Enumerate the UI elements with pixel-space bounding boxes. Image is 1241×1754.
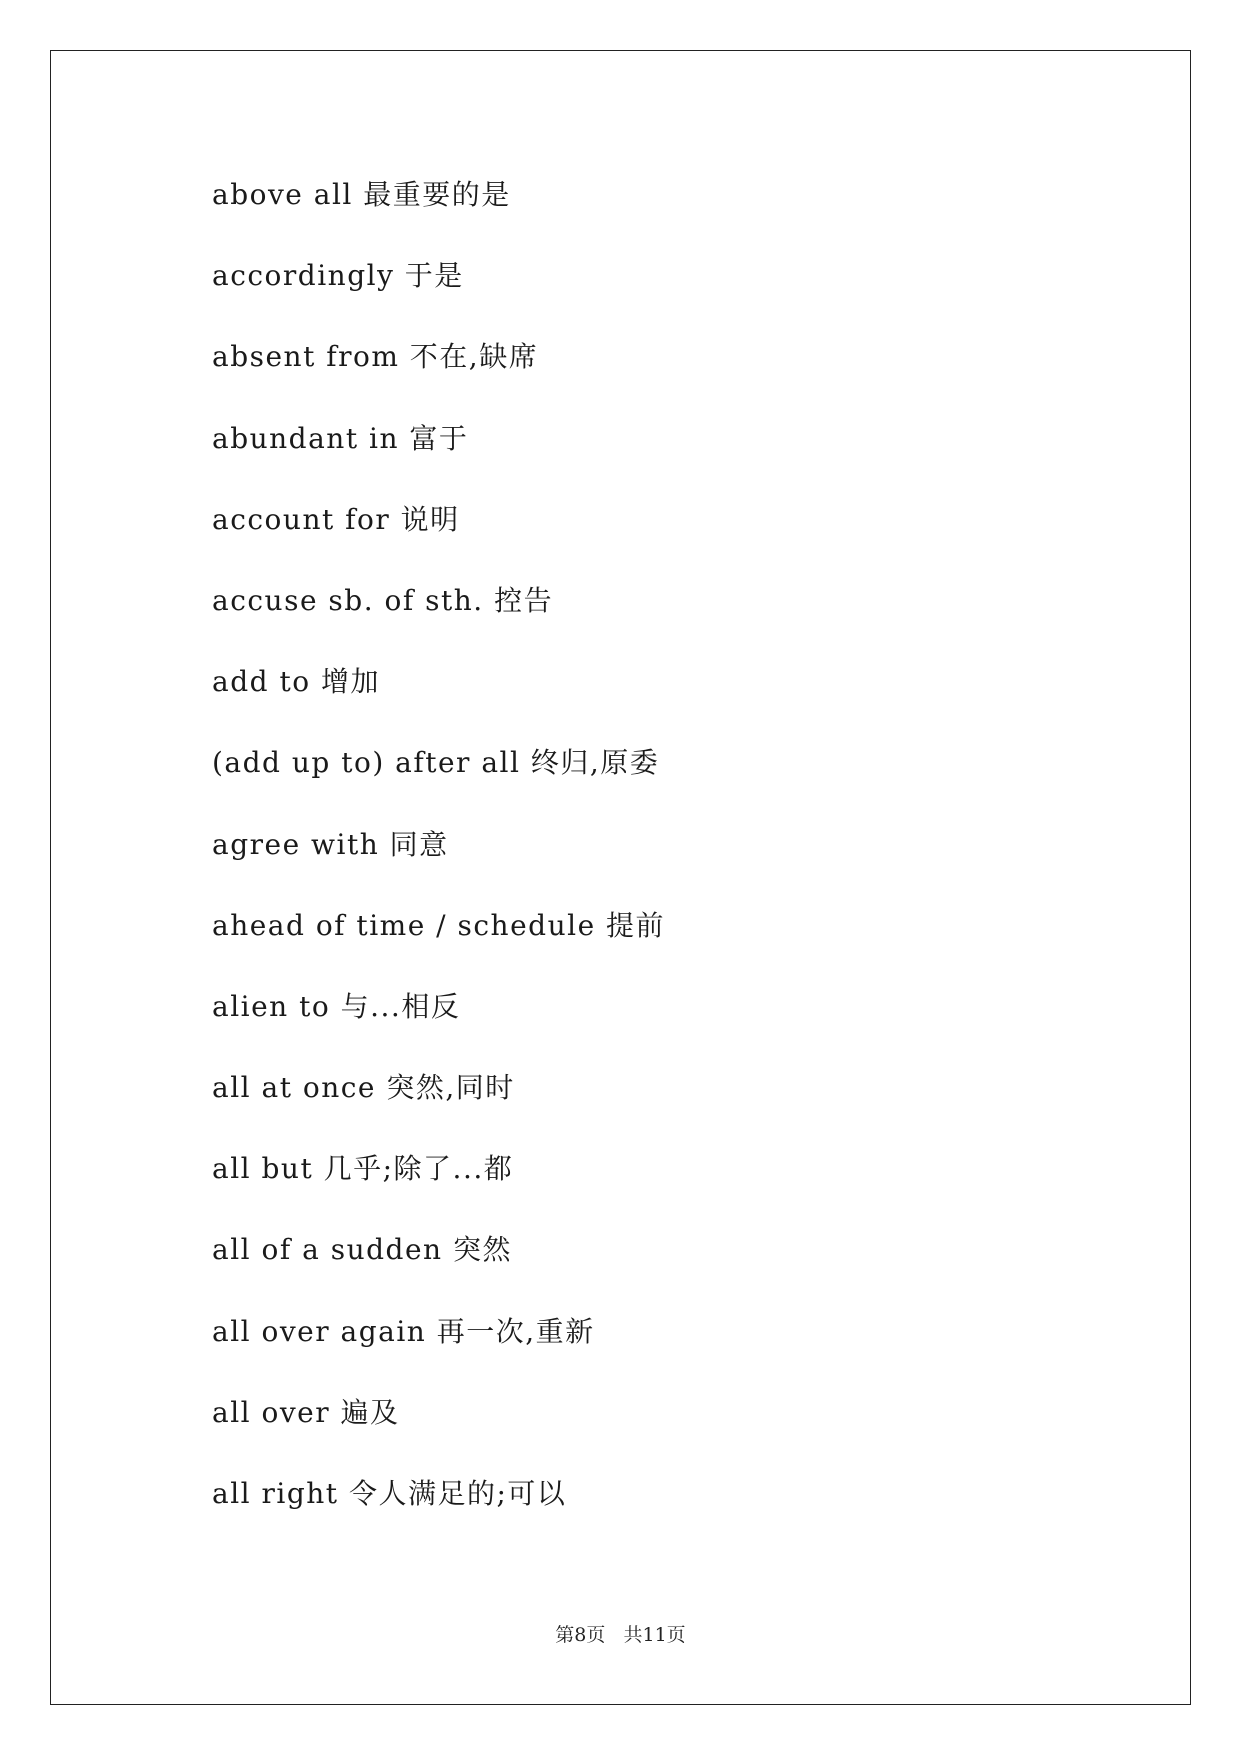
- phrase-entry: agree with 同意: [212, 827, 449, 861]
- page-number-footer: 第8页 共11页: [555, 1624, 686, 1646]
- phrase-entry: (add up to) after all 终归,原委: [212, 746, 660, 780]
- phrase-list: [212, 165, 665, 1545]
- phrase-entry: abundant in 富于: [212, 421, 469, 455]
- phrase-entry: accordingly 于是: [212, 259, 464, 293]
- phrase-entry: all at once 突然,同时: [212, 1071, 515, 1105]
- phrase-entry: all of a sudden 突然: [212, 1233, 512, 1267]
- phrase-entry: account for 说明: [212, 502, 460, 536]
- phrase-entry: alien to 与...相反: [212, 989, 461, 1023]
- phrase-entry: all over again 再一次,重新: [212, 1314, 595, 1348]
- phrase-entry: all right 令人满足的;可以: [212, 1477, 567, 1510]
- phrase-entry: ahead of time / schedule 提前: [212, 908, 666, 942]
- phrase-entry: accuse sb. of sth. 控告: [212, 583, 554, 617]
- phrase-entry: all over 遍及: [212, 1395, 400, 1429]
- phrase-entry: add to 增加: [212, 665, 380, 699]
- phrase-entry: all but 几乎;除了...都: [212, 1152, 514, 1186]
- phrase-entry: above all 最重要的是: [212, 178, 511, 211]
- phrase-entry: absent from 不在,缺席: [212, 340, 539, 374]
